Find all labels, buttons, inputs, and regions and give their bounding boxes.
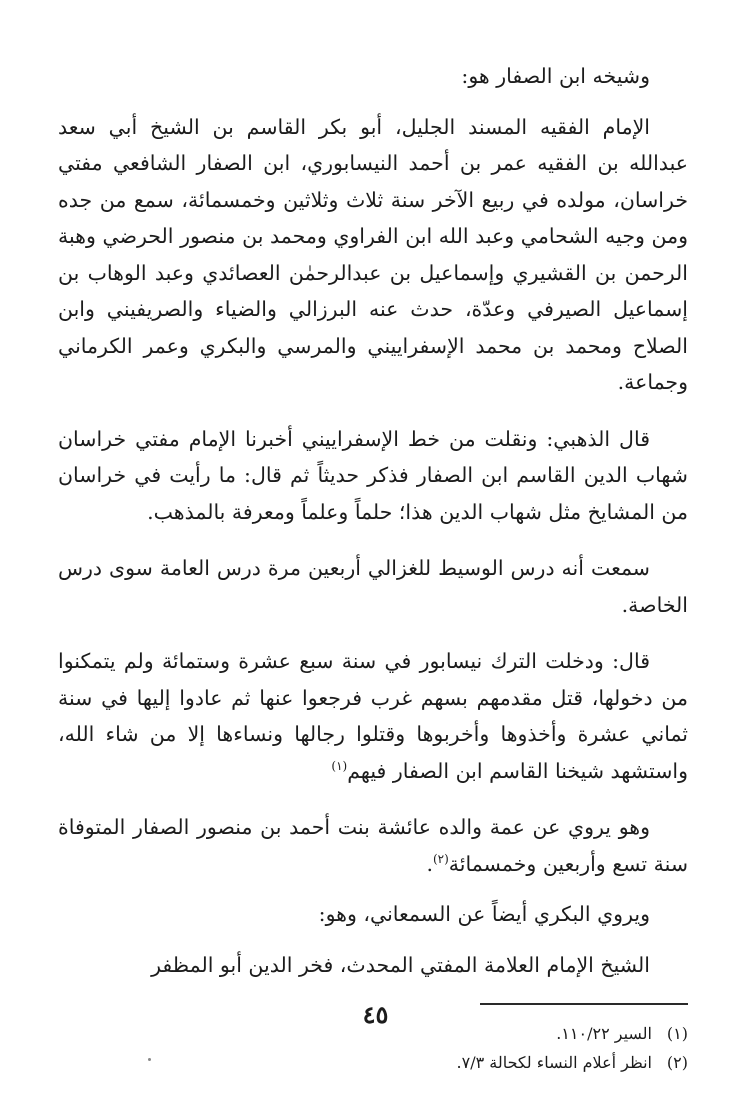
scan-speck xyxy=(148,1058,151,1061)
paragraph-biography: الإمام الفقيه المسند الجليل، أبو بكر القاسم بن الشيخ أبي سعد عبدالله بن الفقيه عمر بن أحمد النيسابوري، ابن الصفار الشافعي مفتي خراسان، مولده في ربيع الآخر سنة ثلاث وثلاثين وخمسمائة، سمع من جده ومن وجيه الشحامي وعبد الله ابن الفراوي ومحمد بن منصور الحرضي وهبة الرحمن بن القشيري وإسماعيل بن عبدالرحمٰن العصائدي وعبد الوهاب بن إسماعيل الصيرفي وعدّة، حدث عنه البرزالي والضياء والصريفيني وابن الصلاح ومحمد بن محمد الإسفراييني والمرسي والبكري وعمر الكرماني وجماعة. xyxy=(58,114,689,394)
paragraph-nishapur-text: قال: ودخلت الترك نيسابور في سنة سبع عشرة وستمائة ولم يتمكنوا من دخولها، قتل مقدمهم بسهم غرب فرجعوا عنها ثم عادوا إليها في سنة ثماني عشرة وأخذوها وأخربوها وقتلوا رجالها ونساءها إلا من شاء الله، واستشهد شيخنا القاسم ابن الصفار فيهم xyxy=(58,649,688,783)
paragraph-aisha xyxy=(58,809,688,882)
paragraph-dhahabi-quote: قال الذهبي: ونقلت من خط الإسفراييني أخبرنا الإمام مفتي خراسان شهاب الدين القاسم ابن الصفار فذكر حديثاً ثم قال: ما رأيت في خراسان من المشايخ مثل شهاب الدين هذا؛ حلماً وعلماً ومعرفة بالمذهب. xyxy=(58,426,688,524)
footnote-2-text: انظر أعلام النساء لكحالة ٧/٣. xyxy=(456,1053,652,1072)
paragraph-aisha-text: وهو يروي عن عمة والده عائشة بنت أحمد بن منصور الصفار المتوفاة سنة تسع وأربعين وخمسمائة xyxy=(58,815,688,876)
paragraph-nishapur xyxy=(58,643,688,789)
footnote-2 xyxy=(58,1048,688,1077)
paragraph-wasit: سمعت أنه درس الوسيط للغزالي أربعين مرة درس العامة سوى درس الخاصة. xyxy=(58,556,688,617)
footnote-ref-1[interactable]: (١) xyxy=(331,758,348,773)
page-number: ٤٥ xyxy=(362,1000,389,1029)
footnote-1-number: (١) xyxy=(666,1024,688,1043)
paragraph-bakri: ويروي البكري أيضاً عن السمعاني، وهو: xyxy=(318,902,650,926)
footnote-ref-2[interactable]: (٢) xyxy=(432,851,449,866)
footnote-1-text: السير ١١٠/٢٢. xyxy=(556,1024,652,1043)
paragraph-aisha-tail: . xyxy=(426,851,433,876)
footnote-2-number: (٢) xyxy=(666,1053,688,1072)
book-page xyxy=(58,58,689,1072)
paragraph-intro: وشيخه ابن الصفار هو: xyxy=(461,64,650,88)
paragraph-fakhr-al-din: الشيخ الإمام العلامة المفتي المحدث، فخر الدين أبو المظفر xyxy=(151,952,650,977)
